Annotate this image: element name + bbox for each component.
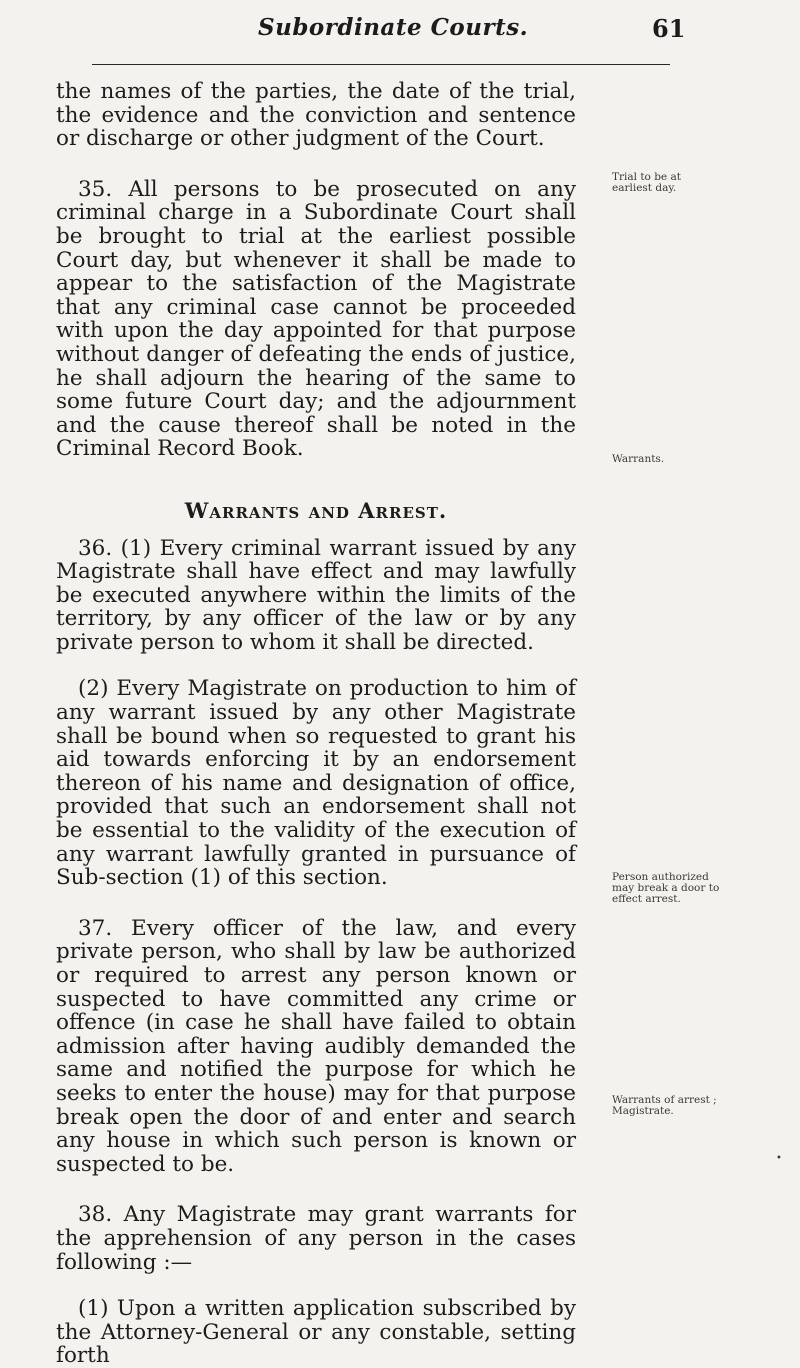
margin-note-warrants-of-arrest: Warrants of arrest ; Magistrate. <box>612 1094 717 1117</box>
running-head-title: Subordinate Courts. <box>258 14 529 41</box>
paragraph-section-38-1: (1) Upon a written application subscribed by the Attorney-General or any constable, setting forth <box>56 1296 576 1368</box>
paragraph-continuation: the names of the parties, the date of the trial, the evidence and the conviction and sentence or discharge or other judgment of the Court. <box>56 79 576 152</box>
running-head <box>0 14 800 62</box>
margin-note-trial: Trial to be at earliest day. <box>612 171 681 194</box>
page-number: 61 <box>652 14 686 43</box>
margin-note-person-authorized: Person authorized may break a door to effect arrest. <box>612 871 720 905</box>
paragraph-section-36-1: 36. (1) Every criminal warrant issued by any Magistrate shall have effect and may lawfully be executed anywhere within the limits of the territory, by any officer of the law or by any private person to whom it shall be directed. <box>56 535 576 655</box>
paragraph-section-38: 38. Any Magistrate may grant warrants for the apprehension of any person in the cases following :— <box>56 1202 576 1275</box>
bullet-mark: • <box>776 1153 782 1164</box>
paragraph-section-36-2: (2) Every Magistrate on production to him of any warrant issued by any other Magistrate shall be bound when so requested to grant his aid towards enforcing it by an endorsement thereon of his name and designation of office, provided that such an endorsement shall not be essential to the validity of the execution of any warrant lawfully granted in pursuance of Sub-section (1) of this section. <box>56 676 576 891</box>
body-text <box>56 80 576 1368</box>
header-rule <box>92 64 670 65</box>
margin-note-warrants: Warrants. <box>612 453 665 465</box>
paragraph-section-37: 37. Every officer of the law, and every private person, who shall by law be authorized or required to arrest any person known or suspected to have committed any crime or offence (in case he shall have failed to obtain admission after having audibly demanded the same and notified the purpose for which he seeks to enter the house) may for that purpose break open the door of and enter and search any house in which such person is known or suspected to be. <box>56 915 576 1177</box>
section-heading: Warrants and Arrest. <box>184 497 448 523</box>
paragraph-section-35: 35. All persons to be prosecuted on any criminal charge in a Subordinate Court shall be brought to trial at the earliest possible Court day, but whenever it shall be made to appear to the satisfaction of the Magistrate that any criminal case cannot be proceeded with upon the day appointed for that purpose without danger of defeating the ends of justice, he shall adjourn the hearing of the same to some future Court day; and the adjournment and the cause thereof shall be noted in the Criminal Record Book. <box>56 176 576 462</box>
